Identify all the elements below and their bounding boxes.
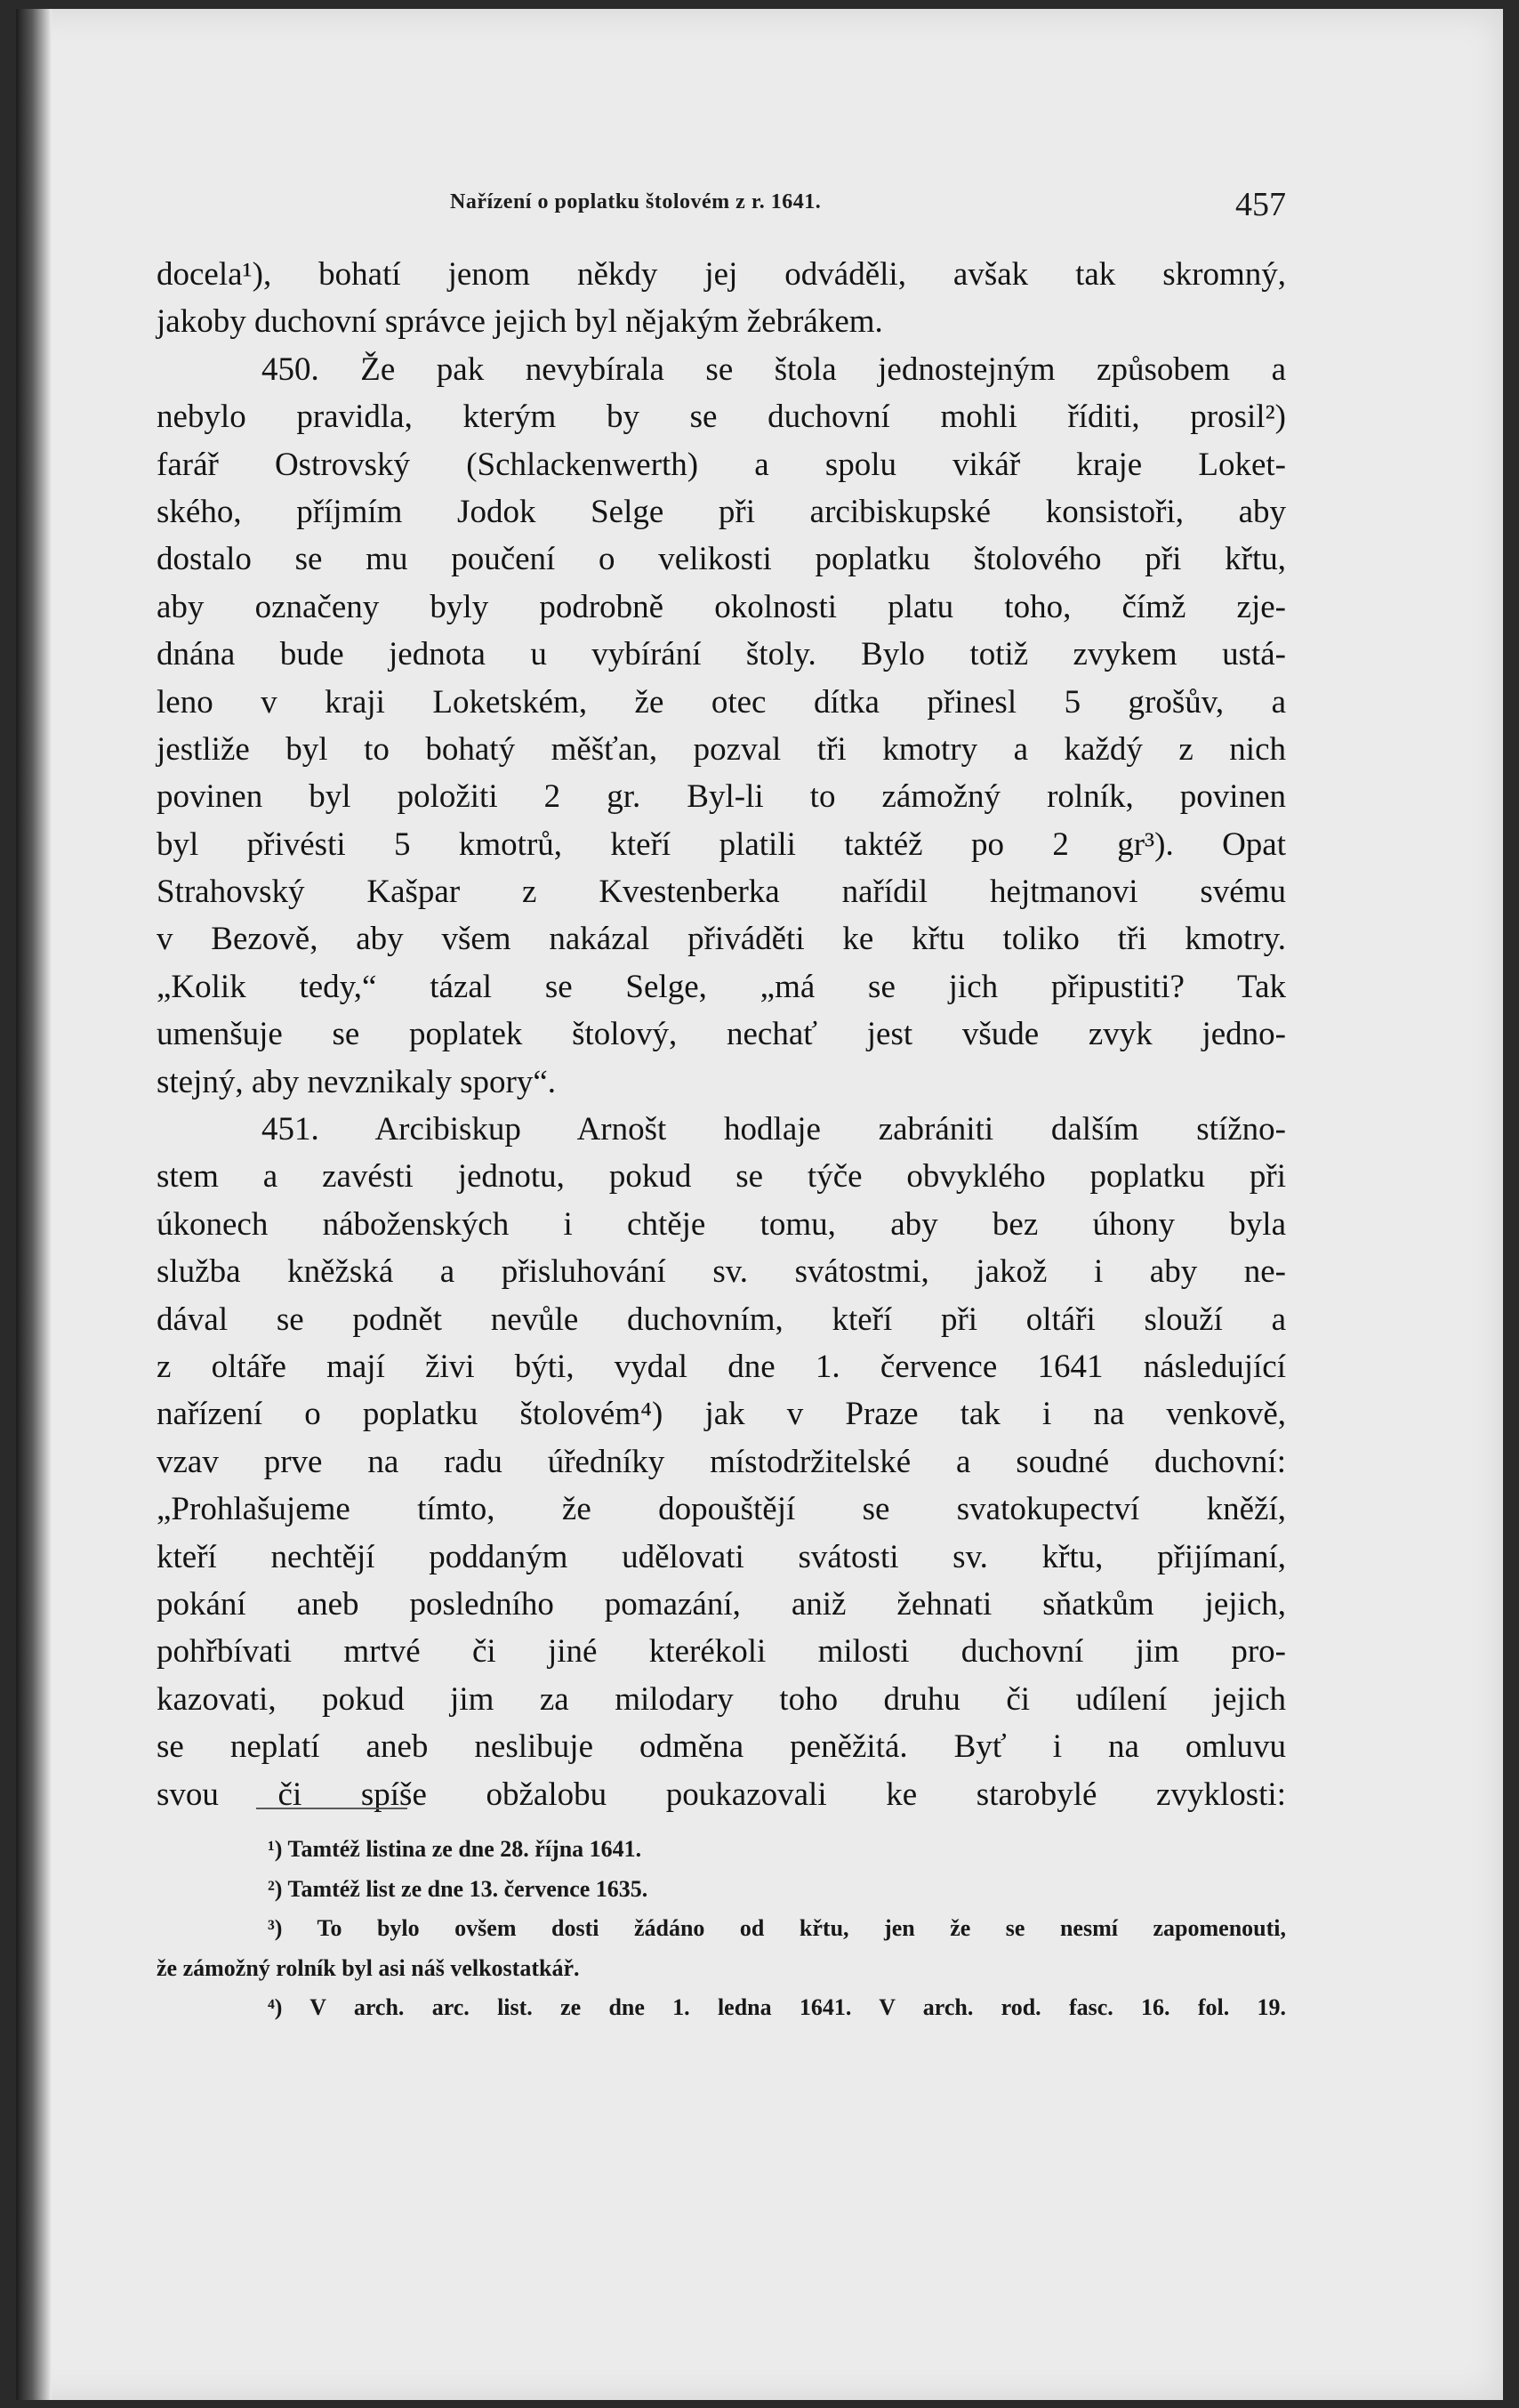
text-line: nařízení o poplatku štolovém⁴) jak v Praze tak i na venkově, — [157, 1396, 1286, 1433]
page-header — [157, 185, 1286, 228]
running-title: Nařízení o poplatku štolovém z r. 1641. — [450, 190, 822, 213]
text-line: pokání aneb posledního pomazání, aniž žehnati sňatkům jejich, — [157, 1585, 1286, 1623]
text-line: docela¹), bohatí jenom někdy jej odváděli, avšak tak skromný, — [157, 256, 1286, 293]
text-line: farář Ostrovský (Schlackenwerth) a spolu vikář kraje Loket- — [157, 446, 1286, 483]
text-line: svou či spíše obžalobu poukazovali ke starobylé zvyklosti: — [157, 1776, 1286, 1813]
text-line: „Kolik tedy,“ tázal se Selge, „má se jich připustiti? Tak — [157, 968, 1286, 1005]
text-line: pohřbívati mrtvé či jiné kterékoli milosti duchovní jim pro- — [157, 1633, 1286, 1671]
text-line: jestliže byl to bohatý měšťan, pozval tři kmotry a každý z nich — [157, 730, 1286, 768]
text-line: služba kněžská a přisluhování sv. svátostmi, jakož i aby ne- — [157, 1253, 1286, 1291]
footnotes — [157, 1830, 1286, 2028]
text-line: stem a zavésti jednotu, pokud se týče obvyklého poplatku při — [157, 1158, 1286, 1196]
text-line: dával se podnět nevůle duchovním, kteří při oltáři slouží a — [157, 1301, 1286, 1338]
text-line: kazovati, pokud jim za milodary toho druhu či udílení jejich — [157, 1680, 1286, 1718]
text-line: umenšuje se poplatek štolový, nechať jest všude zvyk jedno- — [157, 1016, 1286, 1053]
footnote-3-continuation: že zámožný rolník byl asi náš velkostatkář. — [157, 1954, 580, 1981]
text-line: stejný, aby nevznikaly spory“. — [157, 1063, 557, 1100]
text-line: vzav prve na radu úředníky místodržitelské a soudné duchovní: — [157, 1443, 1286, 1480]
footnote-separator — [256, 1808, 407, 1809]
footnote-1: ¹) Tamtéž listina ze dne 28. října 1641. — [268, 1836, 642, 1862]
text-line: leno v kraji Loketském, že otec dítka přinesl 5 grošův, a — [157, 683, 1286, 721]
text-line: byl přivésti 5 kmotrů, kteří platili taktéž po 2 gr³). Opat — [157, 825, 1286, 863]
footnote-3: ³) To bylo ovšem dosti žádáno od křtu, jen že se nesmí zapomenouti, — [268, 1915, 1286, 1941]
text-line: úkonech náboženských i chtěje tomu, aby bez úhony byla — [157, 1205, 1286, 1243]
book-page — [16, 9, 1503, 2400]
page-number: 457 — [1235, 186, 1286, 223]
text-line: aby označeny byly podrobně okolnosti platu toho, čímž zje- — [157, 588, 1286, 625]
text-line: povinen byl položiti 2 gr. Byl-li to zámožný rolník, povinen — [157, 778, 1286, 816]
text-line: „Prohlašujeme tímto, že dopouštějí se svatokupectví kněží, — [157, 1491, 1286, 1528]
text-line: ského, příjmím Jodok Selge při arcibiskupské konsistoři, aby — [157, 493, 1286, 530]
text-line: dnána bude jednota u vybírání štoly. Bylo totiž zvykem ustá- — [157, 636, 1286, 673]
text-line: z oltáře mají živi býti, vydal dne 1. července 1641 následující — [157, 1348, 1286, 1385]
text-line: Strahovský Kašpar z Kvestenberka nařídil hejtmanovi svému — [157, 874, 1286, 911]
paragraph-451-start: 451. Arcibiskup Arnošt hodlaje zabrániti dalším stížno- — [261, 1111, 1286, 1148]
text-line: v Bezově, aby všem nakázal přiváděti ke křtu toliko tři kmotry. — [157, 921, 1286, 958]
text-line: kteří nechtějí poddaným udělovati svátosti sv. křtu, přijímaní, — [157, 1538, 1286, 1575]
text-line: nebylo pravidla, kterým by se duchovní mohli říditi, prosil²) — [157, 399, 1286, 436]
text-line: se neplatí aneb neslibuje odměna peněžitá. Byť i na omluvu — [157, 1728, 1286, 1766]
text-line: jakoby duchovní správce jejich byl nějakým žebrákem. — [157, 303, 883, 341]
footnote-4: ⁴) V arch. arc. list. ze dne 1. ledna 1641. V arch. rod. fasc. 16. fol. 19. — [268, 1994, 1286, 2020]
text-line: dostalo se mu poučení o velikosti poplatku štolového při křtu, — [157, 541, 1286, 578]
paragraph-450-start: 450. Že pak nevybírala se štola jednostejným způsobem a — [261, 350, 1286, 388]
body-text — [157, 251, 1286, 1818]
footnote-2: ²) Tamtéž list ze dne 13. července 1635. — [268, 1875, 648, 1902]
book-spine-shadow — [16, 9, 52, 2400]
